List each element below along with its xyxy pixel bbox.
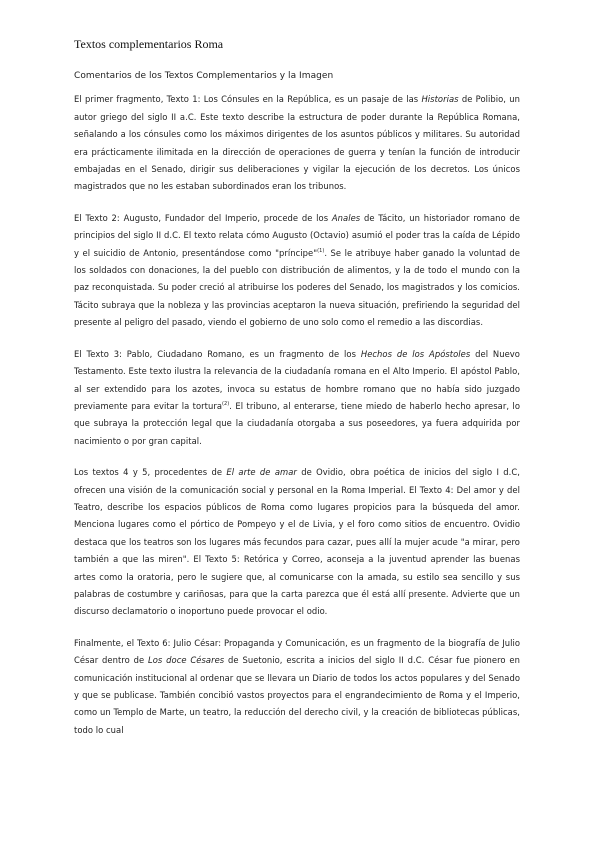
text-run: Los textos 4 y 5, procedentes de: [74, 467, 227, 478]
text-run: de Ovidio, obra poética de inicios del siglo I d.C, ofrecen una visión de la comunicación social y personal en la Roma Imperial. El Texto 4: Del amor y del Teatro, describe los espacios públicos de Roma como lugares propicios para la búsqueda del amor. Menciona lugares como el pórtico de Pompeyo y el de Livia, y el foro como sitios de encuentro. Ovidio destaca que los teatros son los lugares más fecundos para cazar, pues allí la mujer acude "a mirar, pero también a que las miren". El Texto 5: Retórica y Correo, aconseja a la juventud aprender las buenas artes como la oratoria, pero le sugiere que, al comunicarse con la amada, su estilo sea sencillo y sus palabras de costumbre y cariñosas, para que la carta parezca que él está allí presente. Advierte que un discurso declamatorio o inoportuno puede provocar el odio.: [74, 467, 520, 617]
italic-title: Anales: [331, 212, 361, 223]
text-run: El Texto 3: Pablo, Ciudadano Romano, es un fragmento de los: [74, 348, 361, 359]
text-run: . Se le atribuye haber ganado la voluntad de los soldados con donaciones, la del pueblo con distribución de alimentos, y la de todo el mundo con la paz reconquistada. Su poder creció al atribuirse los poderes del Senado, los magistrados y los comicios. Tácito subraya que la nobleza y las provincias aceptaron la nueva situación, prefiriendo la seguridad del presente al peligro del pasado, viendo el gobierno de uno solo como el remedio a las discordias.: [74, 247, 521, 328]
text-run: El primer fragmento, Texto 1: Los Cónsules en la República, es un pasaje de las: [74, 94, 422, 105]
section-heading: Comentarios de los Textos Complementarios y la Imagen: [74, 71, 334, 81]
text-run: Finalmente, el Texto 6: Julio César: Propaganda y Comunicación, es un fragmento de la biografía de Julio César dentro de: [74, 637, 520, 666]
document-title: Textos complementarios Roma: [74, 37, 224, 51]
text-run: de Tácito, un historiador romano de principios del siglo II d.C. El texto relata cómo Augusto (Octavio) asumió el poder tras la caída de Lépido y el suicidio de Antonio, presentándose como "príncipe": [74, 212, 521, 258]
text-run: El Texto 2: Augusto, Fundador del Imperio, procede de los: [74, 212, 332, 223]
italic-title: Los doce Césares: [148, 655, 225, 666]
text-run: del Nuevo Testamento. Este texto ilustra la relevancia de la ciudadanía romana en el Alto Imperio. El apóstol Pablo, al ser extendido para los azotes, invoca su estatus de hombre romano que no había sido juzgado previamente para evitar la tortura: [74, 348, 520, 411]
italic-title: Hechos de los Apóstoles: [360, 348, 471, 359]
text-run: . El tribuno, al enterarse, tiene miedo de haberlo hecho apresar, lo que subraya la protección legal que la ciudadanía otorgaba a sus poseedores, ya fuera adquirida por nacimiento o por gran capital.: [74, 400, 520, 446]
italic-title: Historias: [421, 94, 459, 105]
paragraph-texto-3: [74, 346, 520, 450]
paragraph-texto-6: [74, 635, 520, 739]
footnote-ref: (1): [317, 247, 325, 254]
document-body: [74, 68, 520, 753]
paragraph-texto-1: [74, 91, 520, 195]
paragraph-textos-4-5: [74, 464, 520, 621]
footnote-ref: (2): [222, 401, 230, 408]
text-run: de Polibio, un autor griego del siglo II a.C. Este texto describe la estructura de poder durante la República Romana, señalando a los cónsules como los máximos dirigentes de los asuntos públicos y militares. Su autoridad era prácticamente ilimitada en la dirección de operaciones de guerra y tenían la función de introducir embajadas en el Senado, dirigir sus deliberaciones y vigilar la ejecución de los decretos. Los únicos magistrados que no les estaban subordinados eran los tribunos.: [74, 94, 520, 192]
italic-title: El arte de amar: [226, 467, 297, 478]
paragraph-texto-2: [74, 210, 520, 332]
text-run: de Suetonio, escrita a inicios del siglo II d.C. César fue pionero en comunicación institucional al ordenar que se llevara un Diario de todos los actos populares y del Senado y que se publicase. También concibió vastos proyectos para el engrandecimiento de Roma y el Imperio, como un Templo de Marte, un teatro, la reducción del derecho civil, y la creación de bibliotecas públicas, todo lo cual: [74, 655, 520, 735]
